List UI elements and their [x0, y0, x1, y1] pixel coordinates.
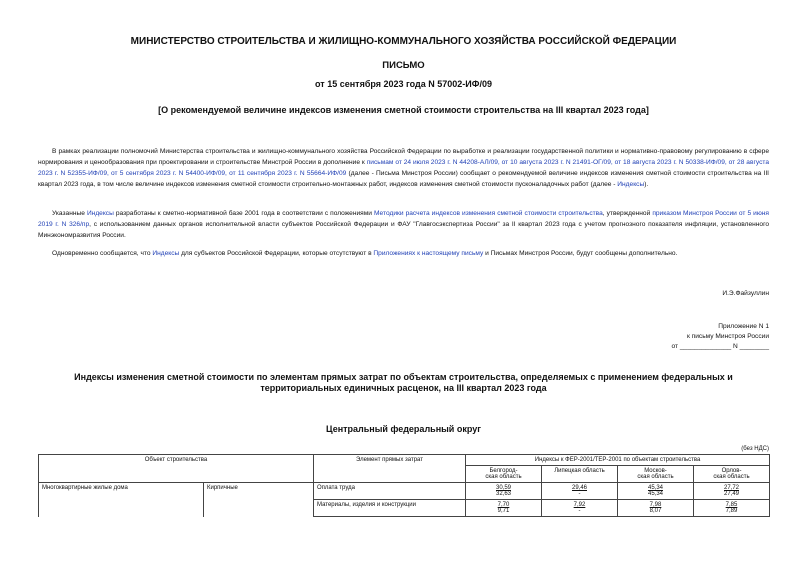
value-cell: 27,72 27,49: [694, 483, 770, 500]
region-lipetsk: Липецкая область: [542, 466, 618, 483]
p1-text-3: ).: [644, 181, 649, 188]
header-object: Объект строительства: [39, 455, 314, 483]
region-oryol: Орлов- ская область: [694, 466, 770, 483]
ministry-name: МИНИСТЕРСТВО СТРОИТЕЛЬСТВА И ЖИЛИЩНО-КОММУНАЛЬНОГО ХОЗЯЙСТВА РОССИЙСКОЙ ФЕДЕРАЦИИ: [130, 36, 677, 47]
paragraph-1: [38, 146, 769, 190]
appendix-line-3: от ______________ N ________: [671, 343, 769, 350]
p2-text-3: , утвержденной: [602, 210, 653, 217]
link-indices-1[interactable]: Индексы: [617, 181, 645, 188]
value-cell: 7,98 8,07: [618, 500, 694, 517]
p2-text-1: Указанные: [52, 210, 87, 217]
appendix-line-2: к письму Минстроя России: [686, 333, 769, 340]
indices-table: [38, 454, 770, 517]
document-date-number: от 15 сентября 2023 года N 57002-ИФ/09: [315, 79, 492, 89]
link-indices-3[interactable]: Индексы: [152, 250, 180, 257]
region-belgorod: Белгород- ская область: [466, 466, 542, 483]
p3-text-1: Одновременно сообщается, что: [52, 250, 153, 257]
p3-text-3: и Письмах Минстроя России, будут сообщены дополнительно.: [483, 250, 678, 257]
signature: И.Э.Файзуллин: [722, 290, 769, 297]
p2-text-4: , с использованием данных органов исполнительной власти субъектов Российской Федерации и ФАУ "Главгосэкспертиза России" за II квартал 2023 года с учетом прогнозного показателя инфляции, установленного Минэкономразвития России.: [38, 221, 769, 239]
paragraph-3: [38, 248, 769, 259]
p2-text-2: разработаны к сметно-нормативной базе 2001 года в соответствии с положениями: [113, 210, 374, 217]
table-header-row: [39, 455, 770, 466]
appendix-line-1: Приложение N 1: [718, 323, 769, 330]
link-appendices[interactable]: Приложениях к настоящему письму: [373, 250, 484, 257]
header-indices: Индексы к ФЕР-2001/ТЕР-2001 по объектам строительства: [466, 455, 770, 466]
value-cell: 45,34 45,34: [618, 483, 694, 500]
region-moscow: Москов- ская область: [618, 466, 694, 483]
value-cell: 7,85 7,89: [694, 500, 770, 517]
link-letters[interactable]: письмам от 24 июля 2023 г. N 44208-АЛ/09, от 10 августа 2023 г. N 21491-ОГ/09, от 18 августа 2023 г. N 50338-ИФ/09, от 28 августа 2023 г. N 52355-ИФ/09, от 5 сентября 2023 г. N 54400-ИФ/09, от 11 сентября 2023 г. N 55664-ИФ/09: [38, 159, 769, 177]
link-order[interactable]: приказом Минстроя России от 5 июня 2019 г. N 326/пр: [38, 210, 769, 228]
row-element: Оплата труда: [314, 483, 466, 500]
p1-text-1: В рамках реализации полномочий Министерства строительства и жилищно-коммунального хозяйства Российской Федерации по выработке и реализации государственной политики и нормативно-правовому регулированию в сфере нормирования и ценообразования при проектировании и строительстве Минстрой России в дополнение к: [38, 148, 769, 166]
table-title: Индексы изменения сметной стоимости по элементам прямых затрат по объектам строительства, определяемых с применением федеральных и территориальных единичных расценок, на III квартал 2023 года: [74, 372, 733, 393]
document-subject: [О рекомендуемой величине индексов изменения сметной стоимости строительства на III квартал 2023 года]: [158, 105, 649, 115]
value-cell: 7,70 9,71: [466, 500, 542, 517]
row-element: Материалы, изделия и конструкции: [314, 500, 466, 517]
no-vat-note: (без НДС): [741, 446, 769, 452]
value-cell: 30,59 32,63: [466, 483, 542, 500]
header-element: Элемент прямых затрат: [314, 455, 466, 483]
document-type: ПИСЬМО: [382, 60, 425, 71]
district-title: Центральный федеральный округ: [326, 424, 481, 434]
appendix-block: [672, 322, 769, 352]
link-methodology[interactable]: Методики расчета индексов изменения сметной стоимости строительства: [373, 210, 603, 217]
table-row: [39, 483, 770, 500]
row-object: Многоквартирные жилые дома: [39, 483, 204, 517]
p3-text-2: для субъектов Российской Федерации, которые отсутствуют в: [179, 250, 374, 257]
p1-text-2: (далее - Письма Минстроя России) сообщает о рекомендуемой величине индексов изменения сметной стоимости строительства на III квартал 2023 года, в том числе величине индексов изменения сметной стоимости строительно-монтажных работ, индексов изменения сметной стоимости пусконаладочных работ (далее -: [38, 170, 770, 188]
row-type: Кирпичные: [204, 483, 314, 517]
link-indices-2[interactable]: Индексы: [86, 210, 114, 217]
paragraph-2: [38, 208, 769, 241]
value-cell: 7,92 -: [542, 500, 618, 517]
value-cell: 29,46 -: [542, 483, 618, 500]
